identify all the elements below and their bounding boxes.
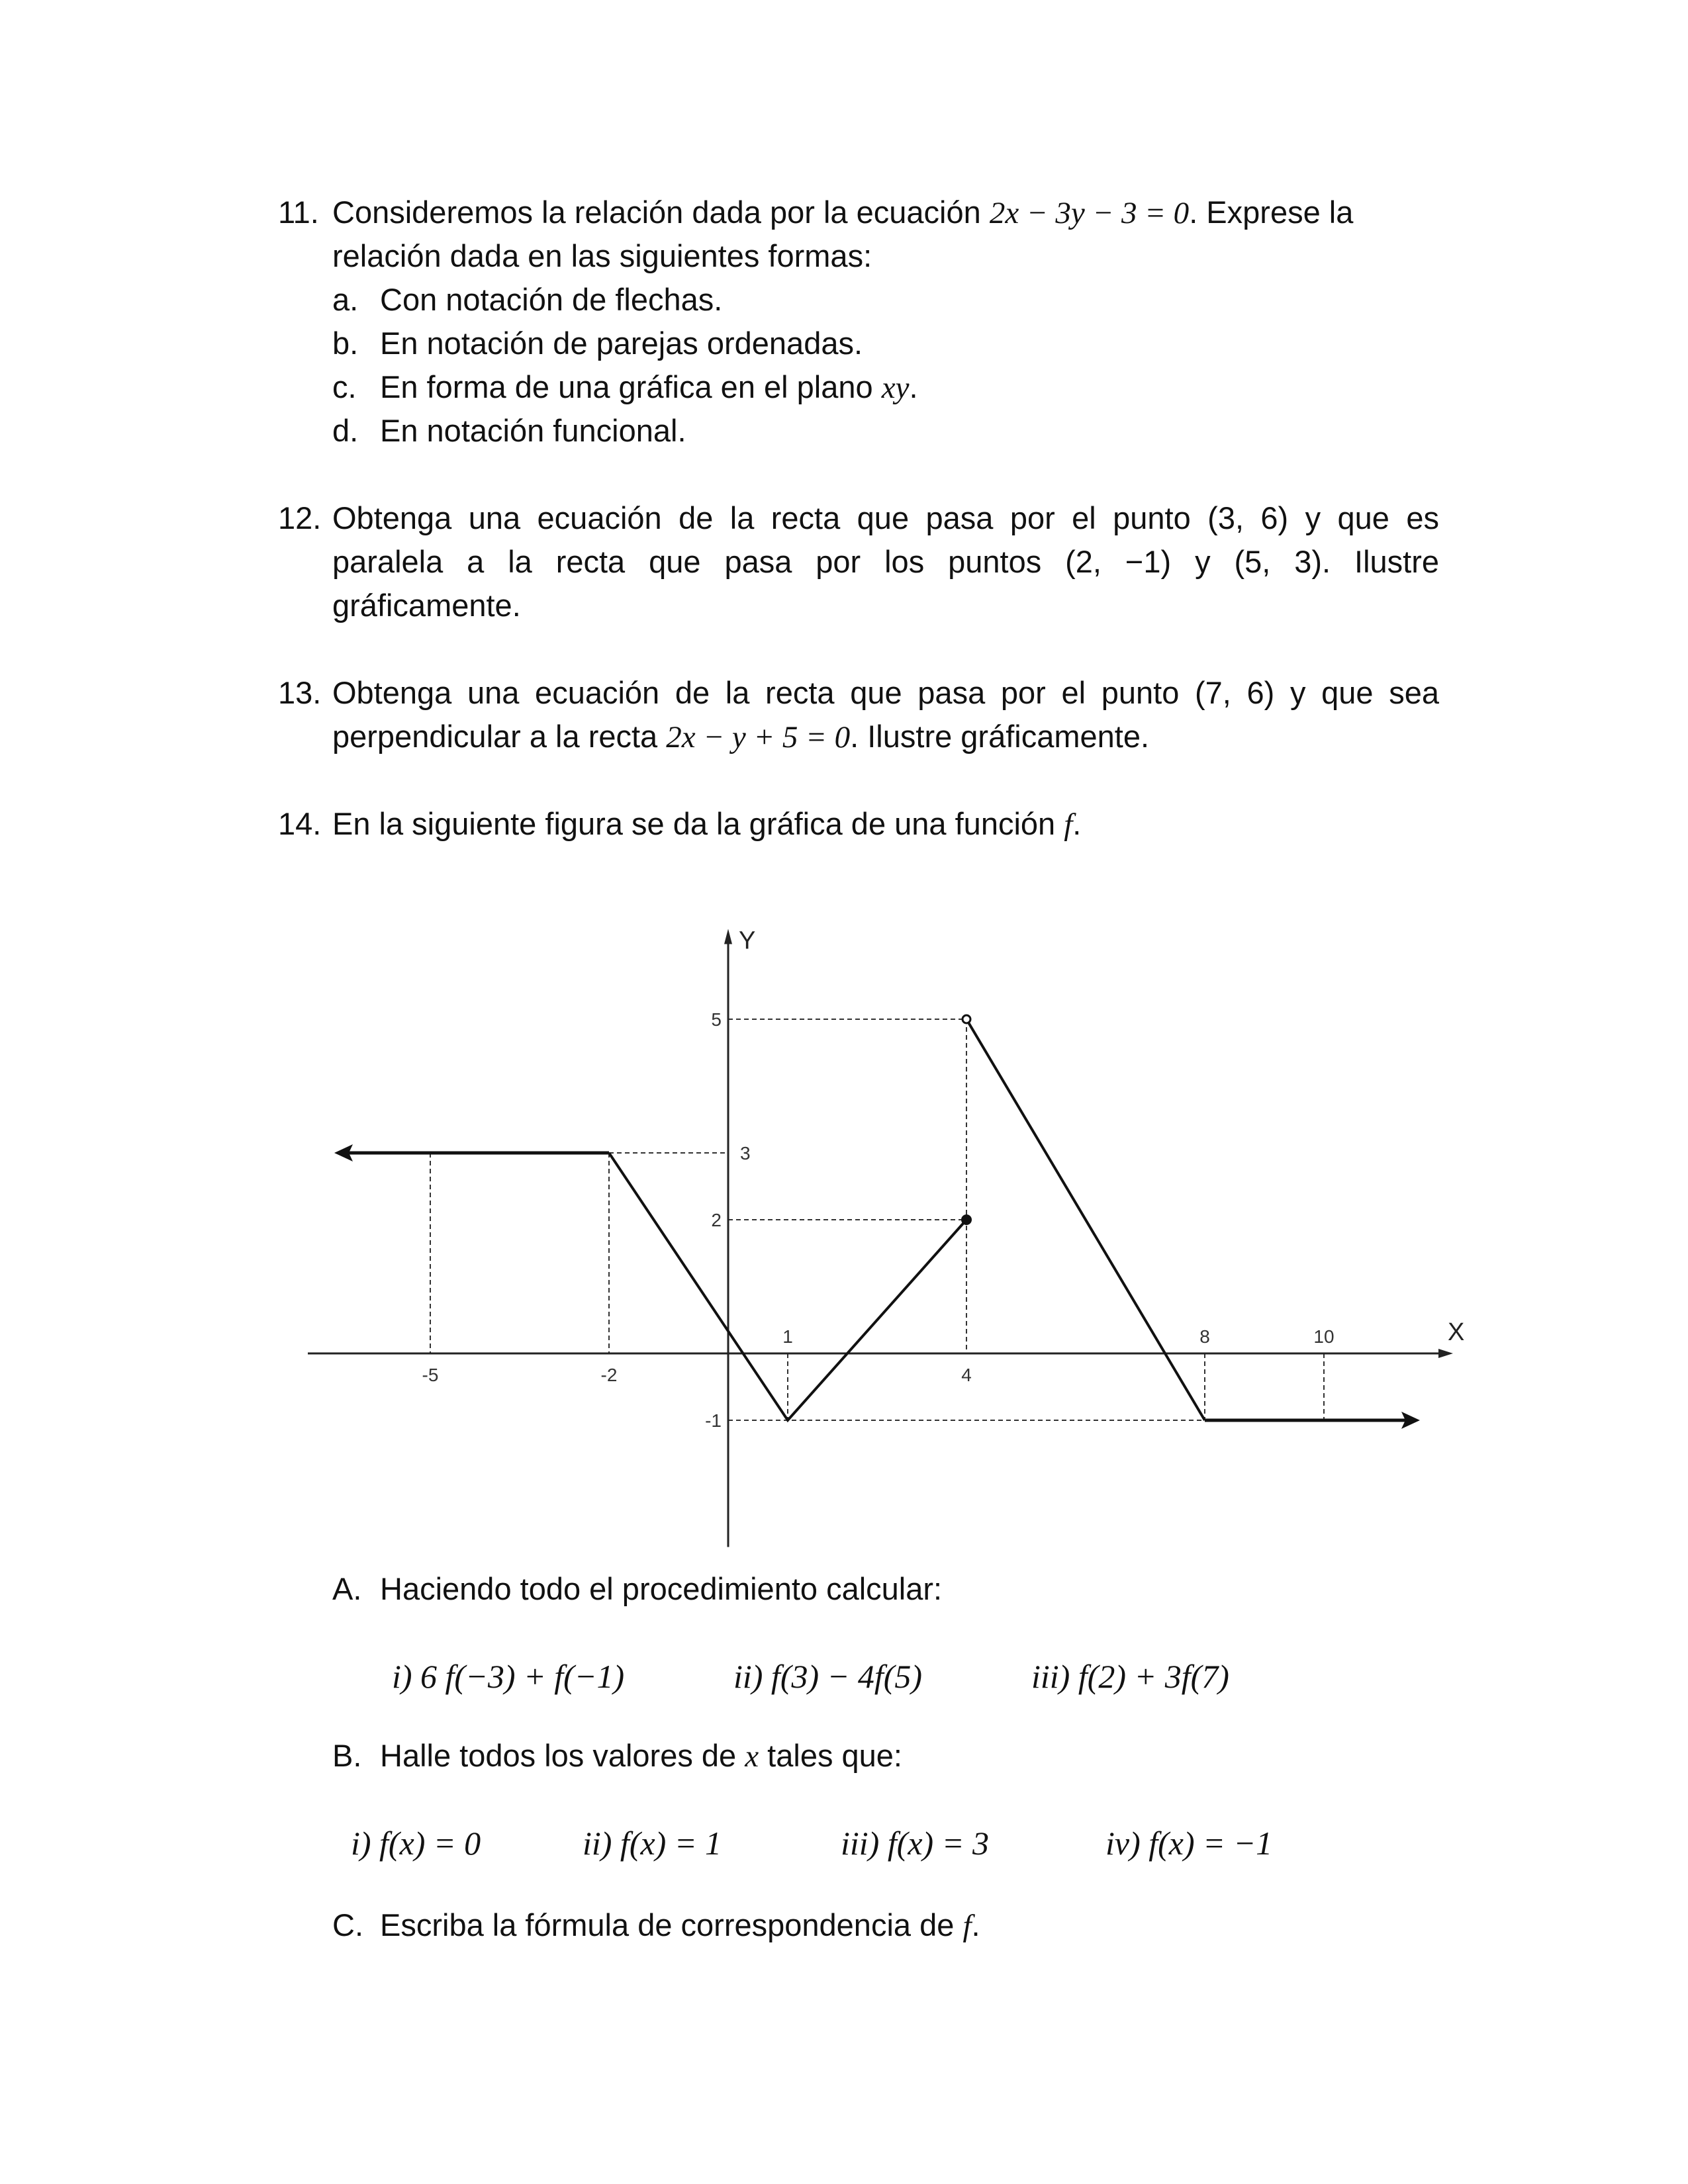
math: f bbox=[1064, 807, 1073, 842]
part-letter: A. bbox=[332, 1571, 362, 1606]
question-text bbox=[332, 715, 1149, 759]
math: f bbox=[962, 1909, 972, 1943]
expression: iv) f(x) = −1 bbox=[1105, 1825, 1273, 1862]
text: . bbox=[971, 1907, 980, 1942]
question-number: 14. bbox=[278, 806, 322, 841]
item-text: En notación de parejas ordenadas. bbox=[380, 326, 863, 361]
item-text: Con notación de flechas. bbox=[380, 282, 723, 317]
part-letter: C. bbox=[332, 1907, 363, 1942]
list-item bbox=[332, 278, 723, 322]
part-text: Haciendo todo el procedimiento calcular: bbox=[380, 1571, 943, 1606]
x-tick-label: 8 bbox=[1199, 1326, 1210, 1347]
part-text bbox=[380, 1903, 980, 1948]
item-text: En notación funcional. bbox=[380, 413, 686, 448]
math: xy bbox=[881, 371, 910, 405]
text: En la siguiente figura se da la gráfica de una función bbox=[332, 806, 1064, 841]
math: x bbox=[745, 1739, 759, 1774]
item-letter: a. bbox=[332, 282, 359, 317]
x-tick-label: 1 bbox=[782, 1326, 793, 1347]
text: tales que: bbox=[759, 1738, 902, 1773]
closed-point bbox=[961, 1214, 972, 1225]
question-number: 13. bbox=[278, 675, 322, 710]
part-letter: B. bbox=[332, 1738, 362, 1773]
part-text bbox=[380, 1734, 902, 1778]
equation: 2x − 3y − 3 = 0 bbox=[989, 196, 1190, 230]
expression: ii) f(x) = 1 bbox=[583, 1825, 722, 1862]
function-graph bbox=[318, 874, 1465, 1535]
x-tick-label: 4 bbox=[961, 1365, 972, 1385]
text: Halle todos los valores de bbox=[380, 1738, 745, 1773]
question-text: gráficamente. bbox=[332, 588, 521, 623]
item-letter: b. bbox=[332, 326, 359, 361]
y-tick-label: 2 bbox=[711, 1210, 722, 1230]
y-axis-label: Y bbox=[739, 927, 756, 955]
x-axis-arrow-icon bbox=[1438, 1349, 1453, 1358]
x-tick-label: -2 bbox=[600, 1365, 618, 1385]
y-axis-arrow-icon bbox=[724, 929, 732, 944]
y-tick-label: 5 bbox=[711, 1009, 722, 1030]
list-item bbox=[332, 409, 686, 453]
question-text bbox=[332, 191, 1353, 235]
expression: i) f(x) = 0 bbox=[351, 1825, 481, 1862]
question-number: 11. bbox=[278, 195, 319, 230]
question-text: paralela a la recta que pasa por los puntos (2, −1) y (5, 3). Ilustre bbox=[332, 544, 1439, 579]
text: . Ilustre gráficamente. bbox=[850, 719, 1150, 754]
text: Consideremos la relación dada por la ecuación bbox=[332, 195, 990, 230]
x-tick-label: -5 bbox=[422, 1365, 439, 1385]
y-tick-label: 3 bbox=[740, 1143, 751, 1163]
x-tick-label: 10 bbox=[1313, 1326, 1335, 1347]
question-text bbox=[332, 802, 1081, 846]
question-text: Obtenga una ecuación de la recta que pasa por el punto (7, 6) y que sea bbox=[332, 675, 1439, 710]
item-letter: d. bbox=[332, 413, 359, 448]
list-item bbox=[332, 322, 863, 365]
list-item bbox=[332, 365, 918, 409]
question-text: relación dada en las siguientes formas: bbox=[332, 238, 872, 273]
text: . bbox=[909, 369, 918, 404]
x-axis-label: X bbox=[1448, 1318, 1465, 1346]
graph-segment bbox=[966, 1019, 1205, 1420]
text: perpendicular a la recta bbox=[332, 719, 667, 754]
expression: ii) f(3) − 4f(5) bbox=[733, 1658, 923, 1695]
item-text: En forma de una gráfica en el plano bbox=[380, 369, 882, 404]
expression: i) 6 f(−3) + f(−1) bbox=[392, 1658, 625, 1695]
expression: iii) f(2) + 3f(7) bbox=[1031, 1658, 1229, 1695]
equation: 2x − y + 5 = 0 bbox=[666, 720, 851, 754]
question-number: 12. bbox=[278, 500, 322, 535]
text: . bbox=[1072, 806, 1082, 841]
item-letter: c. bbox=[332, 369, 357, 404]
expression: iii) f(x) = 3 bbox=[841, 1825, 989, 1862]
text: . Exprese la bbox=[1189, 195, 1354, 230]
open-point bbox=[962, 1015, 970, 1023]
y-tick-label: -1 bbox=[705, 1410, 722, 1431]
question-text: Obtenga una ecuación de la recta que pasa por el punto (3, 6) y que es bbox=[332, 500, 1439, 535]
text: Escriba la fórmula de correspondencia de bbox=[380, 1907, 963, 1942]
